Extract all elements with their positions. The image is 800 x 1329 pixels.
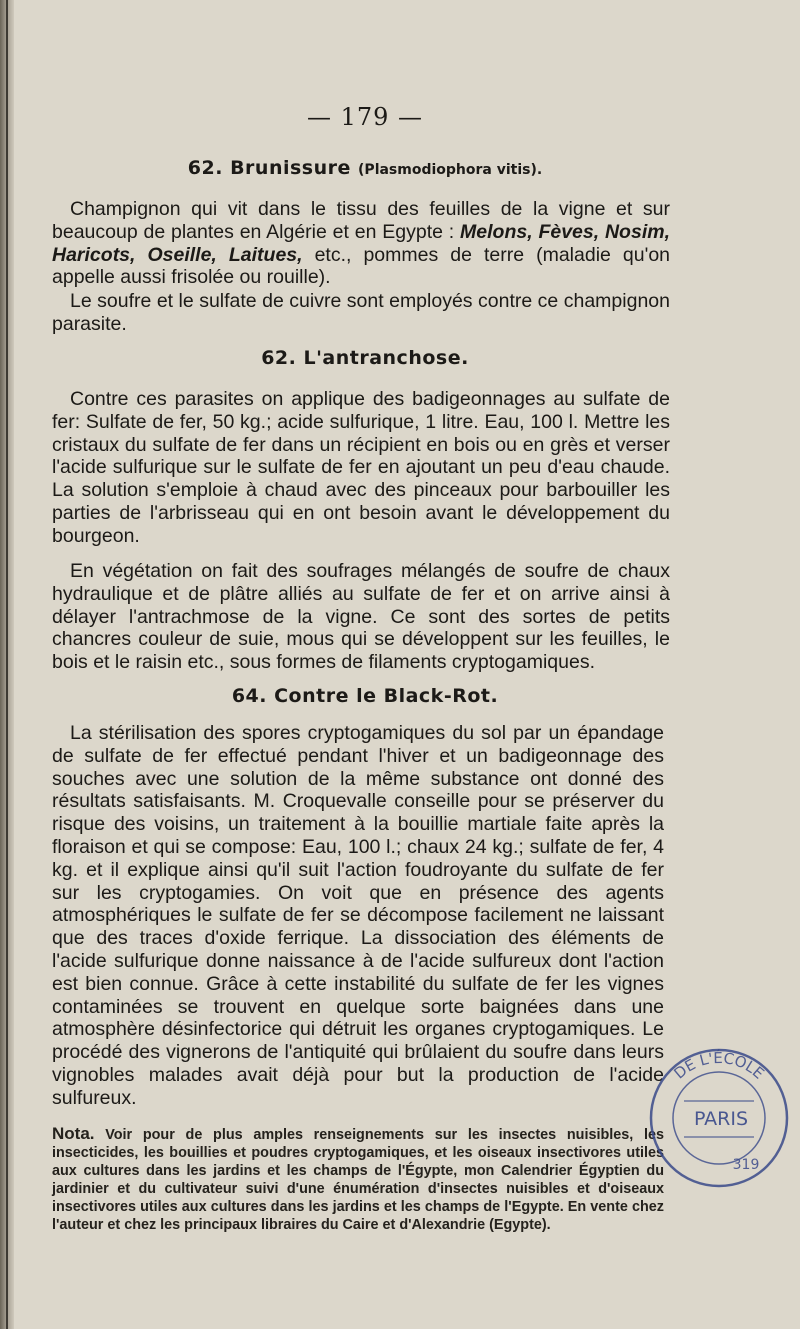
paragraph-text: etc., pommes de terre (maladie qu'on appelle aussi frisolée ou rouille). [52,243,671,289]
paragraph-antranchose-badigeonnage: Contre ces parasites on applique des badigeonnages au sulfate de fer: Sulfate de fer, 50 kg.; acide sulfurique, 1 litre. Eau, 100 l. Mettre les cristaux du sulfate de fer dans un récipient en bois ou en grès et verser l'acide sulfurique sur le sulfate de fer en ajoutant un peu d'eau chaude. La solution s'emploie à chaud avec des pinceaux pour barbouiller les parties de l'arbrisseau qui en ont besoin avant le développement du bourgeon. [52,388,670,547]
paragraph-brunissure-treatment: Le soufre et le sulfate de cuivre sont employés contre ce champignon parasite. [52,290,670,335]
section-number: 62. [261,347,297,369]
stamp-number: 319 [732,1157,760,1173]
section-number: 64. [231,685,267,707]
section-heading-brunissure [0,157,730,179]
footnote [52,1125,664,1234]
binding-gutter [0,0,14,1329]
section-heading-black-rot [0,685,730,707]
footnote-text: Voir pour de plus amples renseignements sur les insectes nuisibles, les insecticides, les bouillies et poudres cryptogamiques, et les oiseaux insectivores utiles aux cultures dans les jardins et les champs de l'Égypte, mon Calendrier Égyptien du jardinier et du cultivateur suivi d'une énumération d'insectes nuisibles et d'oiseaux insectivores utiles aux cultures dans les jardins et les champs de l'Egypte. En vente chez l'auteur et chez les principaux libraires du Caire et d'Alexandrie (Egypte). [52,1127,664,1233]
footnote-label: Nota. [52,1124,95,1143]
library-stamp [646,1045,792,1191]
section-title: Contre le Black-Rot. [274,685,499,707]
section-title: Brunissure [230,157,351,179]
stamp-arc-text: DE L'ÉCOLE [670,1048,768,1083]
section-heading-antranchose [0,347,730,369]
section-number: 62. [187,157,223,179]
paragraph-text: Champignon qui vit dans le tissu des feuilles de la vigne et sur beaucoup de plantes en Algérie et en Egypte : [52,198,670,243]
paragraph-antranchose-vegetation: En végétation on fait des soufrages mélangés de soufre de chaux hydraulique et de plâtre alliés au sulfate de fer et on arrive ainsi à délayer l'antrachmose de la vigne. Ce sont des sortes de petits chancres couleur de suie, mous qui se développent sur les feuilles, le bois et le raisin etc., sous formes de filaments cryptogamiques. [52,560,670,674]
page-number: — 179 — [306,103,424,131]
paragraph-black-rot: La stérilisation des spores cryptogamiques du sol par un épandage de sulfate de fer effectué pendant l'hiver et un badigeonnage des souches avec une solution de la même substance ont donné des résultats satisfaisants. M. Croquevalle conseille pour se préserver du risque des voisins, un traitement à la bouillie martiale faite après la floraison et qui se compose: Eau, 100 l.; chaux 24 kg.; sulfate de fer, 4 kg. et il explique ainsi qu'il suit l'action foudroyante du sulfate de fer sur les cryptogamies. On voit que en présence des agents atmosphériques le sulfate de fer se décompose facilement ne laissant que des traces d'oxide ferrique. La dissociation des éléments de l'acide sulfurique donne naissance à de l'acide sulfureux dont l'action est bien connue. Grâce à cette instabilité du sulfate de fer les vignes contaminées se trouvent en quelque sorte baignées dans une atmosphère désinfectorice qui détruit les organes cryptogamiques. Le procédé des vignerons de l'antiquité qui brûlaient du soufre dans leurs vignobles malades avait déjà pour but la production de l'acide sulfureux. [52,722,664,1109]
paragraph-brunissure-description [52,198,670,289]
plant-list-italic: Melons, Fèves, Nosim, Haricots, Oseille, Laitues, [52,220,670,266]
binding-edge-line [6,0,8,1329]
section-subtitle: (Plasmodiophora vitis). [358,162,543,178]
stamp-center-text: PARIS [693,1108,749,1130]
section-title: L'antranchose. [303,347,469,369]
